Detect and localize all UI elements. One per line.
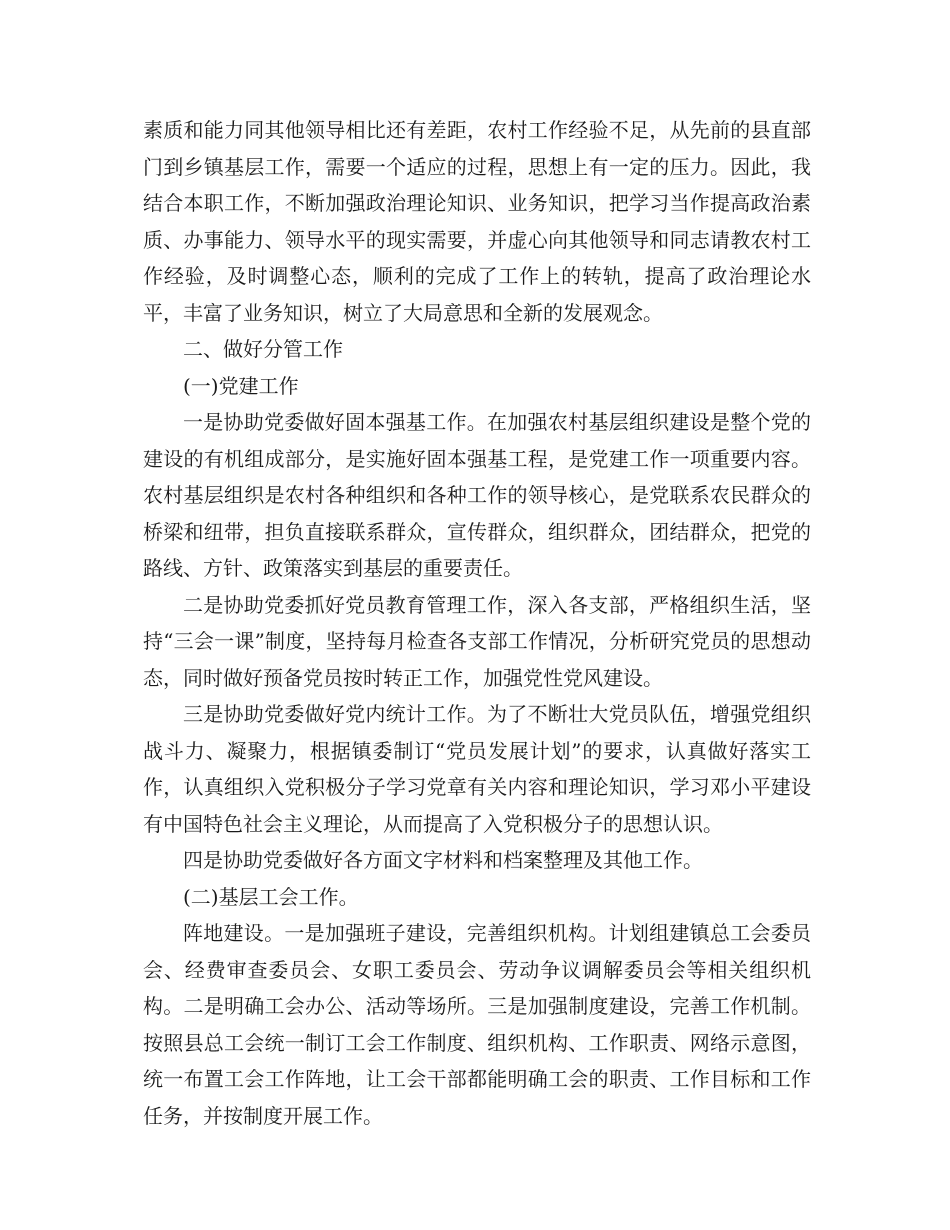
section-heading-work-areas: 二、做好分管工作: [183, 337, 343, 361]
paragraph-item-1: 一是协助党委做好固本强基工作。在加强农村基层组织建设是整个党的建设的有机组成部分，是实施好固本强基工程，是党建工作一项重要内容。农村基层组织是农村各种组织和各种工作的领导核心，是党联系农民群众的桥梁和纽带，担负直接联系群众，宣传群众，组织群众，团结群众，把党的路线、方针、政策落实到基层的重要责任。: [143, 410, 811, 580]
subsection-heading-party-building: (一)党建工作: [183, 373, 299, 398]
document-page: [143, 112, 811, 1134]
subsection-heading-trade-union: (二)基层工会工作。: [183, 884, 359, 909]
paragraph-item-3: 三是协助党委做好党内统计工作。为了不断壮大党员队伍，增强党组织战斗力、凝聚力，根据镇委制订“党员发展计划”的要求，认真做好落实工作，认真组织入党积极分子学习党章有关内容和理论知识，学习邓小平建设有中国特色社会主义理论，从而提高了入党积极分子的思想认识。: [143, 702, 811, 836]
paragraph-item-2: 二是协助党委抓好党员教育管理工作，深入各支部，严格组织生活，坚持“三会一课”制度，坚持每月检查各支部工作情况，分析研究党员的思想动态，同时做好预备党员按时转正工作，加强党性党风建设。: [143, 592, 811, 690]
paragraph-base-construction: 阵地建设。一是加强班子建设，完善组织机构。计划组建镇总工会委员会、经费审查委员会、女职工委员会、劳动争议调解委员会等相关组织机构。二是明确工会办公、活动等场所。三是加强制度建设，完善工作机制。按照县总工会统一制订工会工作制度、组织机构、工作职责、网络示意图，统一布置工会工作阵地，让工会干部都能明确工会的职责、工作目标和工作任务，并按制度开展工作。: [143, 921, 811, 1128]
paragraph-continuation: 素质和能力同其他领导相比还有差距，农村工作经验不足，从先前的县直部门到乡镇基层工作，需要一个适应的过程，思想上有一定的压力。因此，我结合本职工作，不断加强政治理论知识、业务知识，把学习当作提高政治素质、办事能力、领导水平的现实需要，并虚心向其他领导和同志请教农村工作经验，及时调整心态，顺利的完成了工作上的转轨，提高了政治理论水平，丰富了业务知识，树立了大局意思和全新的发展观念。: [143, 118, 811, 325]
paragraph-item-4: 四是协助党委做好各方面文字材料和档案整理及其他工作。: [183, 848, 703, 872]
